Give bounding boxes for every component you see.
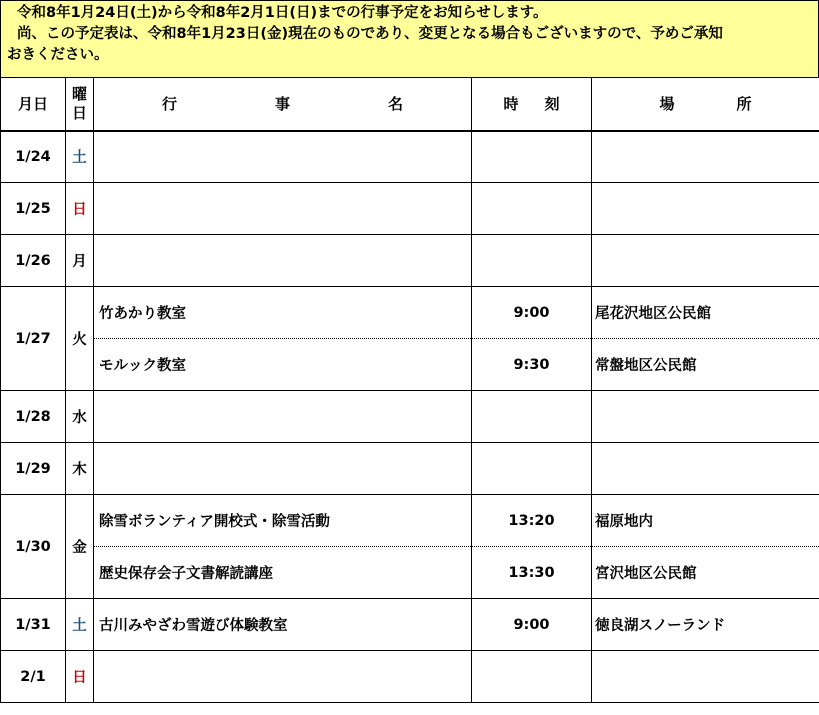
date-cell: 2/1	[1, 651, 66, 703]
header-time-char-1: 時	[503, 95, 519, 114]
day-of-week-cell: 火	[66, 287, 94, 391]
header-day-of-week	[66, 78, 94, 131]
day-of-week-cell: 金	[66, 495, 94, 599]
day-of-week-cell: 土	[66, 599, 94, 651]
event-place-cell	[592, 651, 819, 703]
date-cell: 1/28	[1, 391, 66, 443]
header-place	[592, 78, 819, 131]
date-cell: 1/25	[1, 183, 66, 235]
header-row	[1, 78, 819, 131]
event-place-cell	[592, 183, 819, 235]
table-row	[1, 495, 819, 547]
table-row	[1, 235, 819, 287]
date-cell: 1/26	[1, 235, 66, 287]
date-cell: 1/24	[1, 131, 66, 183]
event-place-cell	[592, 443, 819, 495]
header-event-char-3: 名	[388, 95, 404, 114]
event-time-cell: 9:00	[472, 287, 592, 339]
notice-line-3: おきください。	[7, 47, 109, 63]
header-place-char-2: 所	[736, 95, 752, 114]
event-time-cell: 9:00	[472, 599, 592, 651]
table-row	[1, 183, 819, 235]
day-of-week-cell: 月	[66, 235, 94, 287]
event-name-cell: 竹あかり教室	[94, 287, 472, 339]
table-row	[1, 391, 819, 443]
header-event-char-2: 事	[274, 95, 290, 114]
day-of-week-cell: 日	[66, 651, 94, 703]
table-row	[1, 287, 819, 339]
event-name-cell: 除雪ボランティア開校式・除雪活動	[94, 495, 472, 547]
header-dow-bottom: 日	[71, 103, 87, 122]
schedule-body	[1, 131, 819, 703]
event-time-cell: 13:20	[472, 495, 592, 547]
event-time-cell: 9:30	[472, 339, 592, 391]
header-place-char-1: 場	[659, 95, 675, 114]
table-row	[1, 547, 819, 599]
event-name-cell	[94, 235, 472, 287]
event-place-cell	[592, 131, 819, 183]
header-event-char-1: 行	[161, 95, 177, 114]
event-name-cell: 歴史保存会子文書解読講座	[94, 547, 472, 599]
event-place-cell: 福原地内	[592, 495, 819, 547]
header-dow-top: 曜	[71, 84, 87, 103]
date-cell: 1/31	[1, 599, 66, 651]
event-place-cell	[592, 235, 819, 287]
day-of-week-cell: 水	[66, 391, 94, 443]
event-place-cell: 常盤地区公民館	[592, 339, 819, 391]
day-of-week-cell: 土	[66, 131, 94, 183]
event-name-cell: モルック教室	[94, 339, 472, 391]
schedule-table	[0, 77, 819, 703]
date-cell: 1/29	[1, 443, 66, 495]
event-place-cell: 宮沢地区公民館	[592, 547, 819, 599]
event-time-cell: 13:30	[472, 547, 592, 599]
event-name-cell	[94, 443, 472, 495]
header-event-name	[94, 78, 472, 131]
header-date: 月日	[1, 78, 66, 131]
date-cell: 1/30	[1, 495, 66, 599]
event-time-cell	[472, 443, 592, 495]
table-row	[1, 443, 819, 495]
event-name-cell	[94, 391, 472, 443]
event-place-cell: 徳良湖スノーランド	[592, 599, 819, 651]
event-place-cell: 尾花沢地区公民館	[592, 287, 819, 339]
day-of-week-cell: 日	[66, 183, 94, 235]
event-time-cell	[472, 131, 592, 183]
header-time-char-2: 刻	[544, 95, 560, 114]
table-row	[1, 599, 819, 651]
event-name-cell	[94, 131, 472, 183]
event-place-cell	[592, 391, 819, 443]
table-row	[1, 131, 819, 183]
notice-line-1: 令和8年1月24日(土)から令和8年2月1日(日)までの行事予定をお知らせします。	[17, 5, 548, 21]
day-of-week-cell: 木	[66, 443, 94, 495]
notice-line-2: 尚、この予定表は、令和8年1月23日(金)現在のものであり、変更となる場合もございますので、予めご承知	[17, 26, 723, 42]
event-time-cell	[472, 183, 592, 235]
header-time	[472, 78, 592, 131]
event-name-cell: 古川みやざわ雪遊び体験教室	[94, 599, 472, 651]
event-time-cell	[472, 235, 592, 287]
event-time-cell	[472, 391, 592, 443]
event-name-cell	[94, 651, 472, 703]
notice-banner	[0, 0, 819, 77]
event-time-cell	[472, 651, 592, 703]
table-row	[1, 339, 819, 391]
event-name-cell	[94, 183, 472, 235]
date-cell: 1/27	[1, 287, 66, 391]
table-row	[1, 651, 819, 703]
